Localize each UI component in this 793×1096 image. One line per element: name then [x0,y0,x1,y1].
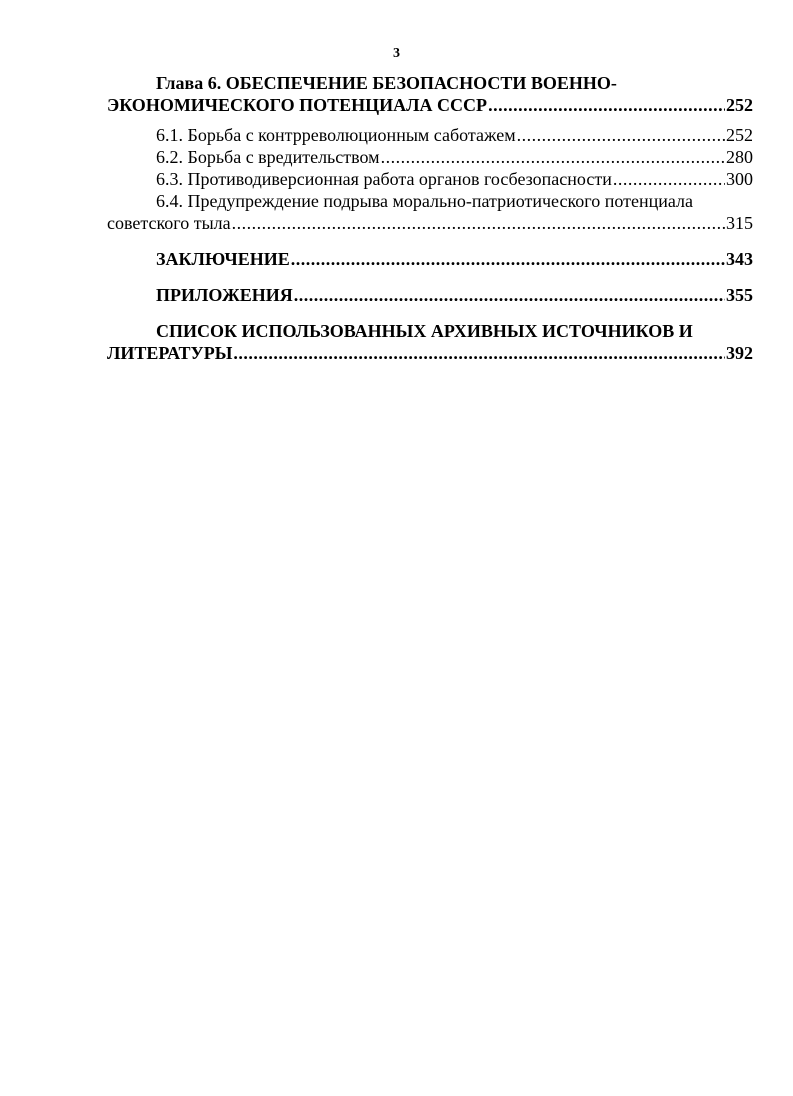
toc-sources-page: 392 [726,343,753,363]
toc-conclusion-page: 343 [726,249,753,269]
toc-chapter-6-page: 252 [726,95,753,115]
dot-leader [232,212,725,234]
toc-section-6-1 [107,124,753,146]
toc-sources-title-line2: ЛИТЕРАТУРЫ [107,343,233,363]
dot-leader [613,168,725,190]
toc-section-6-4 [107,190,753,234]
toc-chapter-6 [107,72,753,116]
toc-chapter-6-title-line2: ЭКОНОМИЧЕСКОГО ПОТЕНЦИАЛА СССР [107,95,488,115]
dot-leader [233,342,725,364]
dot-leader [517,124,725,146]
toc-section-6-4-title-line2: советского тыла [107,213,231,233]
page-number: 3 [393,46,400,61]
toc-section-6-3-title: 6.3. Противодиверсионная работа органов госбезопасности [156,169,612,189]
toc-chapter-6-title-line1: Глава 6. ОБЕСПЕЧЕНИЕ БЕЗОПАСНОСТИ ВОЕННО- [156,73,617,93]
toc-section-6-1-title: 6.1. Борьба с контрреволюционным саботажем [156,125,516,145]
toc-section-6-1-page: 252 [726,125,753,145]
toc-appendices-page: 355 [726,285,753,305]
toc-section-6-2-page: 280 [726,147,753,167]
toc-section-6-4-page: 315 [726,213,753,233]
toc-conclusion [107,248,753,270]
toc-section-6-2 [107,146,753,168]
toc-section-6-3 [107,168,753,190]
dot-leader [488,94,725,116]
dot-leader [294,284,725,306]
toc-appendices [107,284,753,306]
toc-conclusion-title: ЗАКЛЮЧЕНИЕ [156,249,290,269]
dot-leader [291,248,725,270]
toc-appendices-title: ПРИЛОЖЕНИЯ [156,285,293,305]
toc-sources [107,320,753,364]
dot-leader [381,146,725,168]
toc-section-6-2-title: 6.2. Борьба с вредительством [156,147,380,167]
toc-sources-title-line1: СПИСОК ИСПОЛЬЗОВАННЫХ АРХИВНЫХ ИСТОЧНИКОВ И [156,321,693,341]
table-of-contents [107,72,753,364]
toc-section-6-3-page: 300 [726,169,753,189]
toc-section-6-4-title-line1: 6.4. Предупреждение подрыва морально-патриотического потенциала [156,191,693,211]
